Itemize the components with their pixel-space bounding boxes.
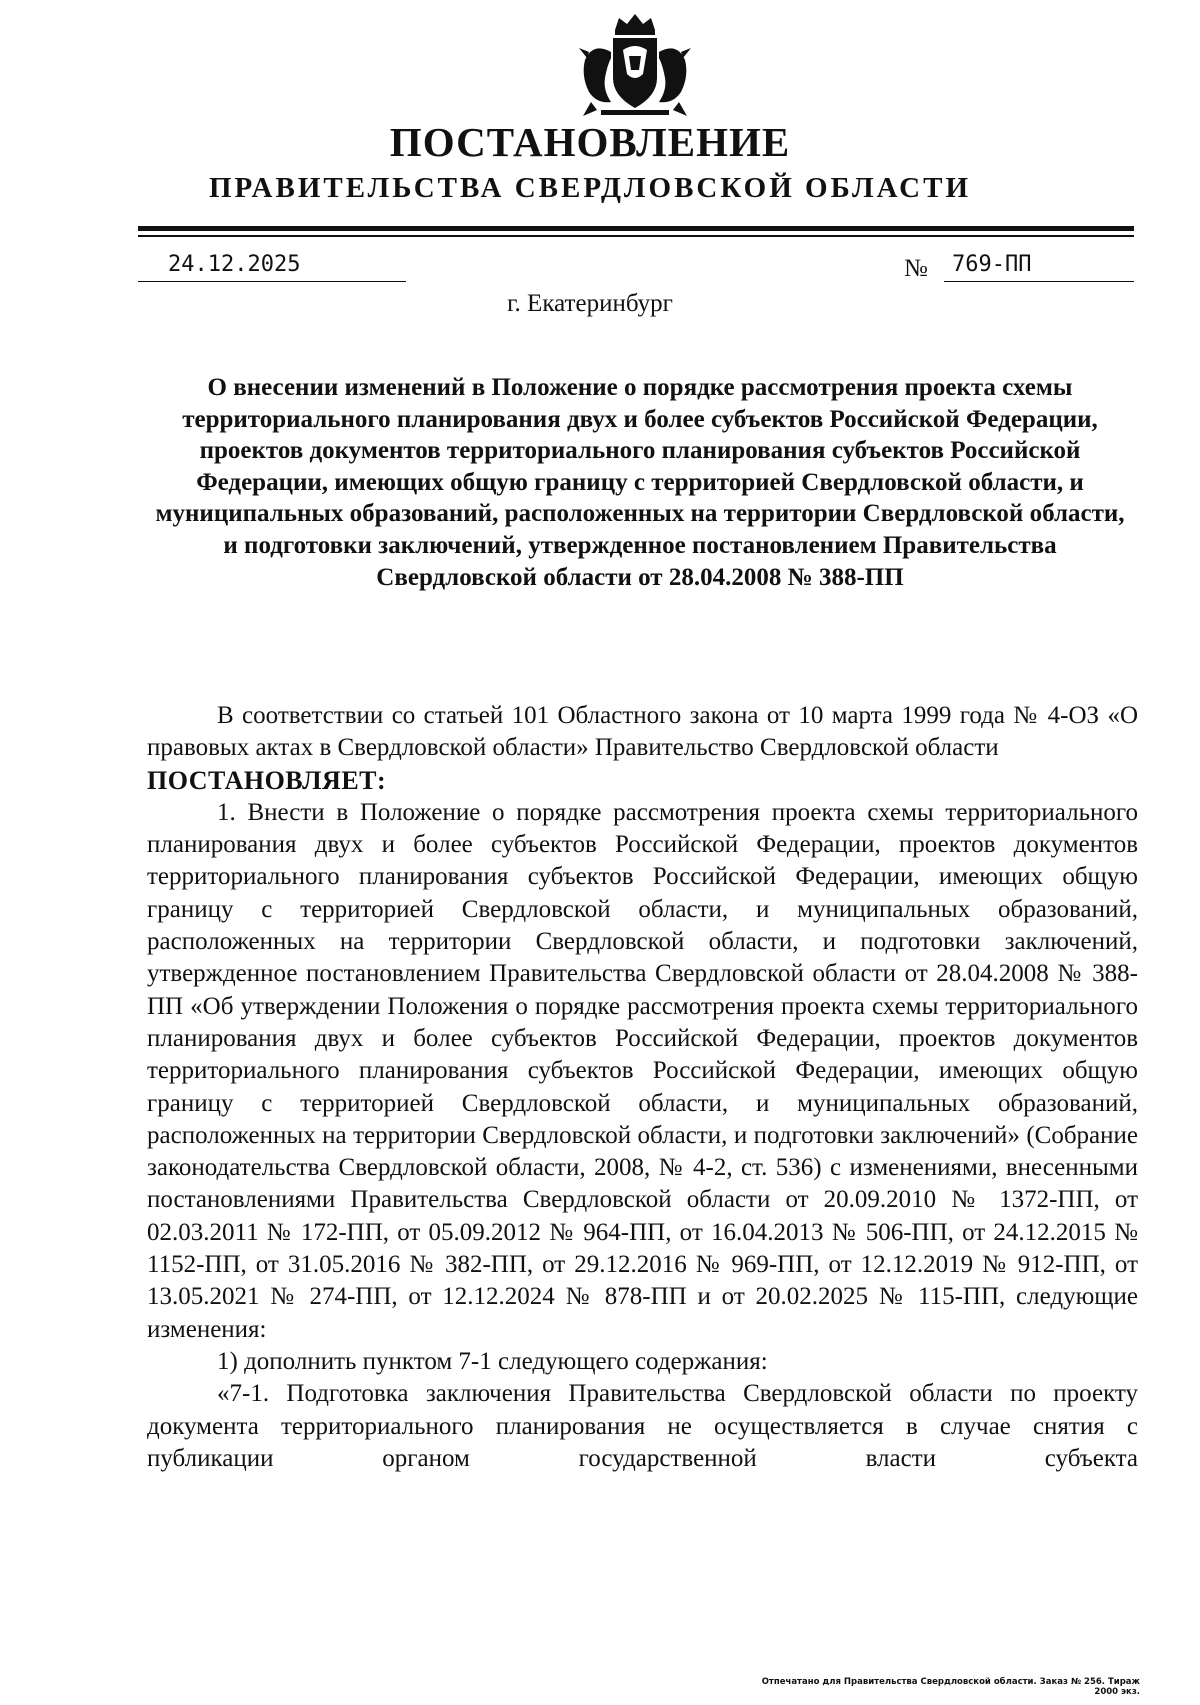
number-sign: № [904, 255, 928, 282]
print-note: Отпечатано для Правительства Свердловской области. Заказ № 256. Тираж 2000 экз. [761, 1677, 1140, 1697]
header-divider-thin [138, 235, 1134, 237]
document-date: 24.12.2025 [138, 248, 406, 282]
document-number: 769-ПП [944, 248, 1134, 282]
issuer-heading: ПРАВИТЕЛЬСТВА СВЕРДЛОВСКОЙ ОБЛАСТИ [208, 172, 972, 204]
document-title: О внесении изменений в Положение о порядке рассмотрения проекта схемы территориального планирования двух и более субъектов Российской Федерации, проектов документов территориального планирования субъектов Российской Федерации, имеющих общую границу с территорией Свердловской области, и муниципальных образований, расположенных на территории Свердловской области, и подготовки заключений, утвержденное постановлением Правительства Свердловской области от 28.04.2008 № 388-ПП [155, 374, 1125, 591]
sverdlovsk-coat-of-arms-icon [567, 12, 703, 120]
subitem-1-paragraph: 1) дополнить пунктом 7-1 следующего содержания: [217, 1347, 768, 1375]
decree-word: ПОСТАНОВЛЯЕТ: [147, 765, 387, 795]
city-name: г. Екатеринбург [507, 290, 673, 317]
preamble-paragraph: В соответствии со статьей 101 Областного закона от 10 марта 1999 года № 4-ОЗ «О правовых актах в Свердловской области» Правительство Свердловской области [147, 702, 1138, 762]
quoted-amendment-paragraph: «7-1. Подготовка заключения Правительства Свердловской области по проекту документа территориального планирования не осуществляется в случае снятия с публикации органом государственной власти субъекта [147, 1380, 1138, 1472]
document-body [147, 700, 1138, 1475]
item-1-paragraph: 1. Внести в Положение о порядке рассмотрения проекта схемы территориального планирования двух и более субъектов Российской Федерации, проектов документов территориального планирования субъектов Российской Федерации, имеющих общую границу с территорией Свердловской области, и муниципальных образований, расположенных на территории Свердловской области, и подготовки заключений, утвержденное постановлением Правительства Свердловской области от 28.04.2008 № 388-ПП «Об утверждении Положения о порядке рассмотрения проекта схемы территориального планирования двух и более субъектов Российской Федерации, проектов документов территориального планирования субъектов Российской Федерации, имеющих общую границу с территорией Свердловской области, и муниципальных образований, расположенных на территории Свердловской области, и подготовки заключений» (Собрание законодательства Свердловской области, 2008, № 4-2, ст. 536) с изменениями, внесенными постановлениями Правительства Свердловской области от 20.09.2010 № 1372-ПП, от 02.03.2011 № 172-ПП, от 05.09.2012 № 964-ПП, от 16.04.2013 № 506-ПП, от 24.12.2015 № 1152-ПП, от 31.05.2016 № 382-ПП, от 29.12.2016 № 969-ПП, от 12.12.2019 № 912-ПП, от 13.05.2021 № 274-ПП, от 12.12.2024 № 878-ПП и от 20.02.2025 № 115-ПП, следующие изменения: [147, 798, 1138, 1343]
header-divider-thick [138, 226, 1134, 231]
document-type-heading: ПОСТАНОВЛЕНИЕ [389, 119, 791, 165]
document-number-block [904, 248, 1134, 282]
